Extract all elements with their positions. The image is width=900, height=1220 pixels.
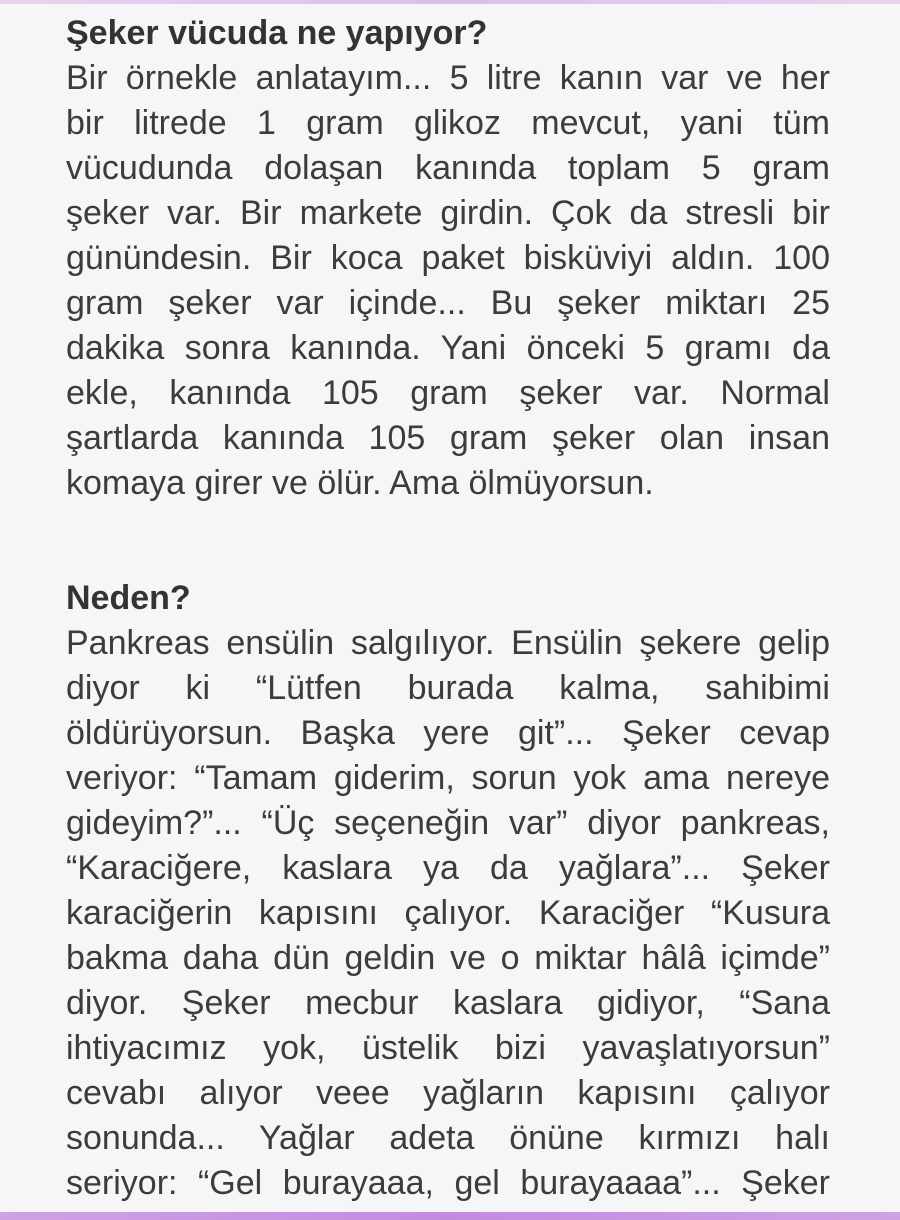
text-line: diyor ki “Lütfen burada kalma, sahibimi bbox=[66, 669, 830, 707]
text-line: dakika sonra kanında. Yani önceki 5 gramı da bbox=[66, 329, 830, 367]
text-line: Pankreas ensülin salgılıyor. Ensülin şekere gelip bbox=[66, 624, 830, 662]
text-line: bakma daha dün geldin ve o miktar hâlâ içimde” bbox=[66, 939, 830, 977]
text-line: veriyor: “Tamam giderim, sorun yok ama nereye bbox=[66, 759, 830, 797]
section-sugar-effects bbox=[66, 11, 830, 506]
section-why bbox=[66, 576, 830, 1206]
text-line: cevabı alıyor veee yağların kapısını çalıyor bbox=[66, 1074, 830, 1112]
text-line: şartlarda kanında 105 gram şeker olan insan bbox=[66, 419, 830, 457]
text-line: karaciğerin kapısını çalıyor. Karaciğer “Kusura bbox=[66, 894, 830, 932]
text-line: öldürüyorsun. Başka yere git”... Şeker cevap bbox=[66, 714, 830, 752]
section-heading: Şeker vücuda ne yapıyor? bbox=[66, 14, 488, 52]
text-line: vücudunda dolaşan kanında toplam 5 gram bbox=[66, 149, 830, 187]
text-line: gram şeker var içinde... Bu şeker miktarı 25 bbox=[66, 284, 830, 322]
text-line: şeker var. Bir markete girdin. Çok da stresli bir bbox=[66, 194, 830, 232]
text-line: gideyim?”... “Üç seçeneğin var” diyor pankreas, bbox=[66, 804, 830, 842]
text-line: günündesin. Bir koca paket bisküviyi aldın. 100 bbox=[66, 239, 830, 277]
bottom-border bbox=[0, 1212, 900, 1220]
text-line: ekle, kanında 105 gram şeker var. Normal bbox=[66, 374, 830, 412]
text-line: ihtiyacımız yok, üstelik bizi yavaşlatıyorsun” bbox=[66, 1029, 830, 1067]
section-heading: Neden? bbox=[66, 579, 191, 617]
text-line: diyor. Şeker mecbur kaslara gidiyor, “Sana bbox=[66, 984, 830, 1022]
top-border bbox=[0, 0, 900, 4]
text-line: sonunda... Yağlar adeta önüne kırmızı halı bbox=[66, 1119, 830, 1157]
text-line: bir litrede 1 gram glikoz mevcut, yani tüm bbox=[66, 104, 830, 142]
text-line: “Karaciğere, kaslara ya da yağlara”... Şeker bbox=[66, 849, 830, 887]
text-line: komaya girer ve ölür. Ama ölmüyorsun. bbox=[66, 464, 654, 502]
text-line: Bir örnekle anlatayım... 5 litre kanın var ve her bbox=[66, 59, 830, 97]
text-line: seriyor: “Gel burayaaa, gel burayaaaa”... Şeker bbox=[66, 1164, 830, 1202]
